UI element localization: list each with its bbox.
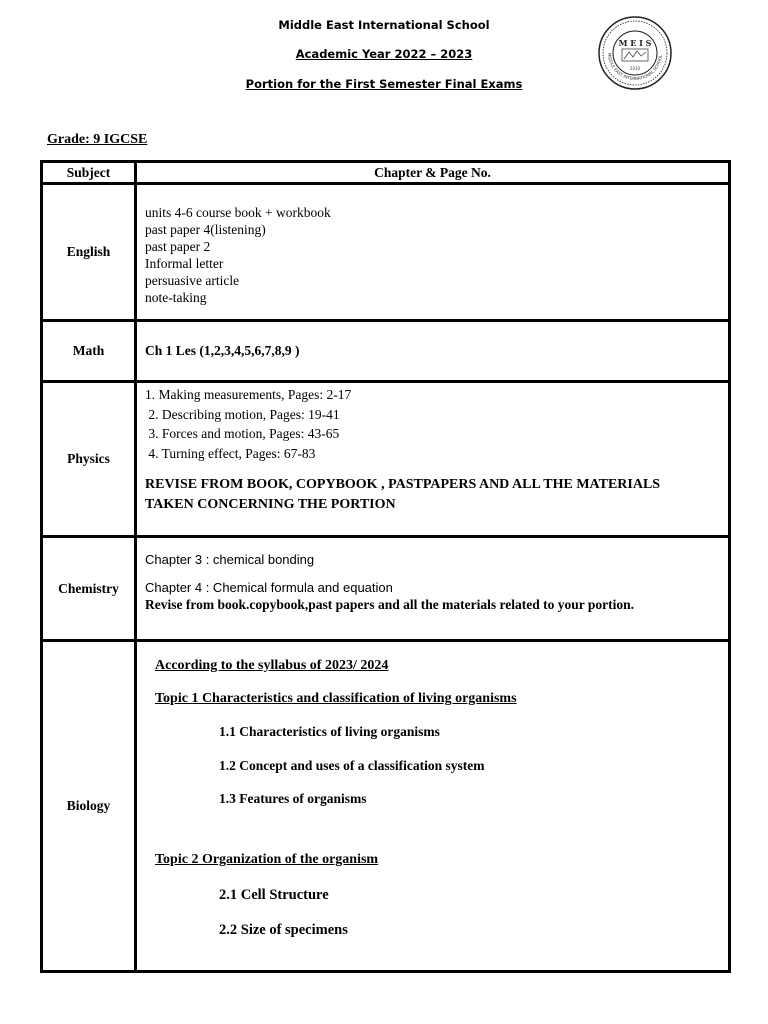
school-logo	[597, 15, 673, 91]
header-subject: Subject	[42, 162, 136, 184]
biology-topic2: Topic 2 Organization of the organism	[155, 852, 379, 867]
school-name: Middle East International School	[278, 18, 490, 32]
physics-line: 1. Making measurements, Pages: 2-17	[145, 387, 352, 402]
physics-line: 3. Forces and motion, Pages: 43-65	[145, 426, 340, 441]
grade-label: Grade: 9 IGCSE	[47, 132, 148, 147]
biology-topic1-item: 1.3 Features of organisms	[219, 791, 367, 806]
physics-revise-note	[145, 475, 728, 514]
row-chemistry	[42, 537, 730, 641]
physics-line: 2. Describing motion, Pages: 19-41	[145, 406, 340, 422]
academic-year: Academic Year 2022 – 2023	[295, 47, 473, 61]
row-biology	[42, 641, 730, 972]
biology-topic2-item: 2.1 Cell Structure	[219, 887, 329, 903]
row-math	[42, 321, 730, 382]
biology-topic1: Topic 1 Characteristics and classification of living organisms	[155, 691, 517, 706]
portion-table	[40, 160, 731, 973]
biology-syllabus: According to the syllabus of 2023/ 2024	[155, 658, 389, 673]
physics-revise-line: TAKEN CONCERNING THE PORTION	[145, 496, 396, 512]
header-chapter: Chapter & Page No.	[136, 162, 730, 184]
subject-chemistry: Chemistry	[42, 537, 136, 641]
row-physics	[42, 382, 730, 537]
physics-line: 4. Turning effect, Pages: 67-83	[145, 445, 316, 461]
logo-ring-text: MIDDLE EAST INTERNATIONAL SCHOOL	[606, 52, 663, 82]
chemistry-revise-note: Revise from book.copybook,past papers and all the materials related to your portion.	[145, 597, 635, 612]
subject-math: Math	[42, 321, 136, 382]
biology-topic1-item: 1.1 Characteristics of living organisms	[219, 724, 440, 739]
english-line: Informal letter	[145, 256, 224, 271]
table-header-row	[42, 162, 730, 184]
row-english	[42, 184, 730, 321]
physics-revise-line: REVISE FROM BOOK, COPYBOOK , PASTPAPERS AND ALL THE MATERIALS	[145, 477, 661, 492]
chemistry-chapter4: Chapter 4 : Chemical formula and equation	[145, 580, 393, 595]
subject-english: English	[42, 184, 136, 321]
subject-biology: Biology	[42, 641, 136, 972]
english-line: note-taking	[145, 290, 207, 305]
english-line: past paper 2	[145, 239, 211, 254]
logo-year: 2010	[629, 66, 641, 71]
subject-physics: Physics	[42, 382, 136, 537]
chemistry-chapter3: Chapter 3 : chemical bonding	[145, 552, 315, 567]
english-content	[136, 184, 730, 321]
english-line: past paper 4(listening)	[145, 222, 266, 237]
biology-content	[136, 641, 730, 972]
portion-title: Portion for the First Semester Final Exams	[245, 77, 523, 91]
physics-content	[136, 382, 730, 537]
chemistry-content	[136, 537, 730, 641]
math-content: Ch 1 Les (1,2,3,4,5,6,7,8,9 )	[136, 321, 730, 382]
biology-topic2-item: 2.2 Size of specimens	[219, 922, 348, 938]
biology-topic1-item: 1.2 Concept and uses of a classification system	[219, 758, 485, 773]
english-line: persuasive article	[145, 273, 240, 288]
logo-text: M E I S	[618, 38, 652, 48]
english-line: units 4-6 course book + workbook	[145, 205, 331, 220]
